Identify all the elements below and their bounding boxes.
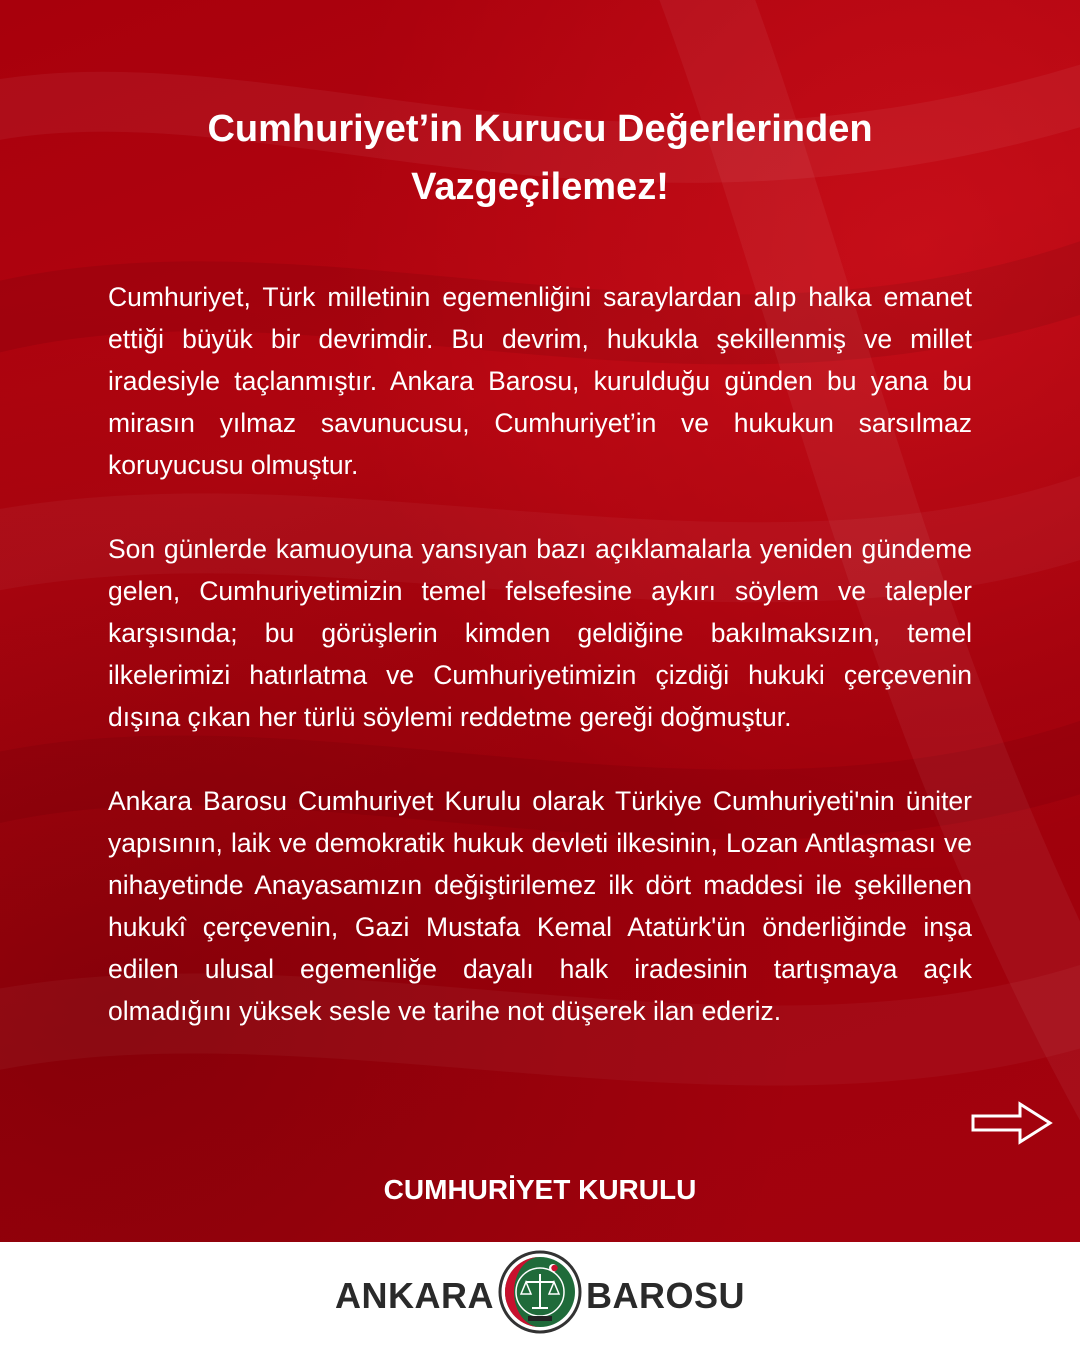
title-line-1: Cumhuriyet’in Kurucu Değerlerinden xyxy=(207,108,873,150)
ankara-barosu-emblem-icon xyxy=(498,1250,582,1334)
arrow-right-outline-icon[interactable] xyxy=(970,1098,1054,1148)
paragraph-3: Ankara Barosu Cumhuriyet Kurulu olarak Türkiye Cumhuriyeti'nin üniter yapısının, laik ve demokratik hukuk devleti ilkesinin, Lozan Antlaşması ve nihayetinde Anayasamızın değiştirilemez ilk dört maddesi ile şekillenen hukukî çerçevenin, Gazi Mustafa Kemal Atatürk'ün önderliğinde inşa edilen ulusal egemenliğe dayalı halk iradesinin tartışmaya açık olmadığını yüksek sesle ve tarihe not düşerek ilan ederiz. xyxy=(108,786,972,1026)
footer xyxy=(0,1242,1080,1350)
paragraph-2: Son günlerde kamuoyuna yansıyan bazı açıklamalarla yeniden gündeme gelen, Cumhuriyetimizin temel felsefesine aykırı söylem ve talepler karşısında; bu görüşlerin kimden geldiğine bakılmaksızın, temel ilkelerimizi hatırlatma ve Cumhuriyetimizin çizdiği hukuki çerçevenin dışına çıkan her türlü söylemi reddetme gereği doğmuştur. xyxy=(108,534,972,732)
statement-body xyxy=(108,276,972,1074)
signature: CUMHURİYET KURULU xyxy=(383,1174,697,1205)
paragraph-1: Cumhuriyet, Türk milletinin egemenliğini saraylardan alıp halka emanet ettiği büyük bir devrimdir. Bu devrim, hukukla şekillenmiş ve millet iradesiyle taçlanmıştır. Ankara Barosu, kurulduğu günden bu yana bu mirasın yılmaz savunucusu, Cumhuriyet’in ve hukukun sarsılmaz koruyucusu olmuştur. xyxy=(108,282,972,480)
page-title xyxy=(90,100,990,216)
title-line-2: Vazgeçilemez! xyxy=(411,166,669,208)
logo-word-left: ANKARA xyxy=(335,1275,494,1316)
logo-word-right: BAROSU xyxy=(586,1275,746,1316)
ankara-barosu-logo xyxy=(0,1242,1080,1350)
